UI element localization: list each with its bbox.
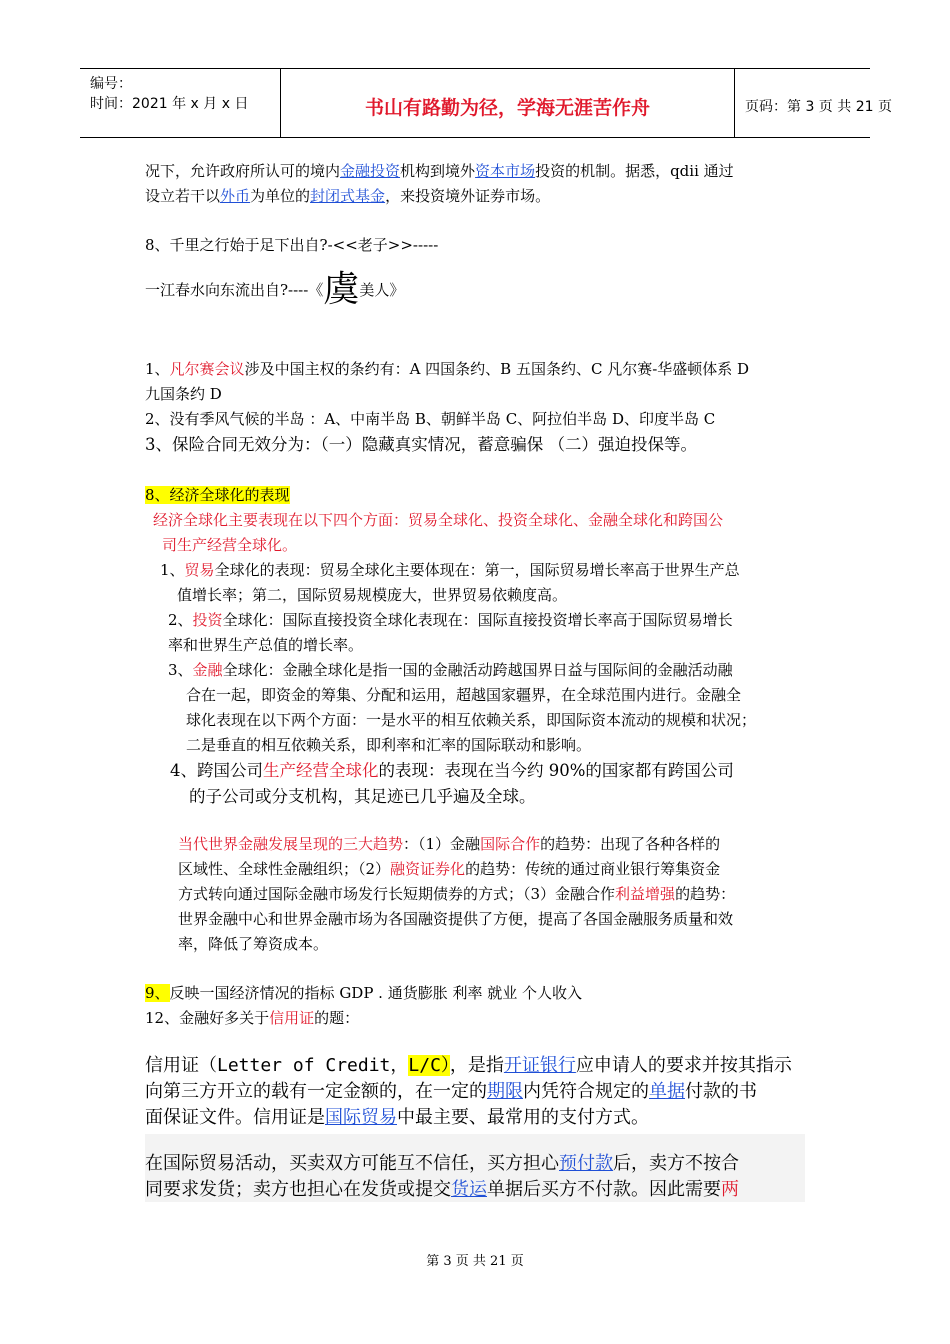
link-international-trade[interactable]: 国际贸易 <box>325 1107 397 1128</box>
code-label: 编号： <box>90 76 132 92</box>
text: 为单位的 <box>250 187 311 205</box>
trends-line-2 <box>178 857 720 881</box>
highlighted-number: 9、 <box>145 984 170 1002</box>
highlighted-title: 8、经济全球化的表现 <box>145 486 290 504</box>
globalization-intro-2: 司生产经营全球化。 <box>162 536 298 554</box>
link-capital-market[interactable]: 资本市场 <box>475 162 536 180</box>
trends-line-4: 世界金融中心和世界金融市场为各国融资提供了方便，提高了各国金融服务质量和效 <box>178 910 734 928</box>
link-term[interactable]: 期限 <box>487 1081 523 1102</box>
red-term: 利益增强 <box>615 885 676 903</box>
point-2-line-2: 率和世界生产总值的增长率。 <box>168 636 364 654</box>
red-term: 凡尔赛会议 <box>169 360 245 378</box>
lc-line-3 <box>145 1105 649 1131</box>
lc-line-5 <box>145 1177 739 1203</box>
page-footer: 第 3 页 共 21 页 <box>426 1254 524 1269</box>
lc-line-4 <box>145 1151 739 1177</box>
text: 方式转向通过国际金融市场发行长短期债券的方式；（3）金融合作 <box>178 885 616 903</box>
text: 信用证（ <box>145 1055 217 1076</box>
qdii-line-2 <box>145 184 550 208</box>
text: 的趋势： <box>675 885 736 903</box>
red-term: 生产经营全球化 <box>263 761 379 780</box>
link-documents[interactable]: 单据 <box>649 1081 685 1102</box>
section-title <box>145 483 290 507</box>
point-2 <box>168 608 733 632</box>
text: 全球化：国际直接投资全球化表现在：国际直接投资增长率高于国际贸易增长 <box>222 611 733 629</box>
link-closed-end-fund[interactable]: 封闭式基金 <box>310 187 386 205</box>
header-page-cell <box>735 69 892 137</box>
point-1 <box>160 558 740 582</box>
date-label: 时间：2021 年 x 月 x 日 <box>90 96 249 112</box>
link-shipping[interactable]: 货运 <box>451 1179 487 1200</box>
globalization-intro-1: 经济全球化主要表现在以下四个方面：贸易全球化、投资全球化、金融全球化和跨国公 <box>153 511 724 529</box>
lc-line-2 <box>145 1079 757 1105</box>
header-info-cell <box>80 69 281 137</box>
point-3-line-3: 球化表现在以下两个方面：一是水平的相互依赖关系，即国际资本流动的规模和状况； <box>186 711 757 729</box>
text: 后，卖方不按合 <box>613 1153 739 1174</box>
text: 涉及中国主权的条约有：A 四国条约、B 五国条约、C 凡尔赛-华盛顿体系 D <box>244 360 750 378</box>
large-character: 虞 <box>323 269 360 310</box>
text: 的表现：表现在当今约 90%的国家都有跨国公司 <box>378 761 734 780</box>
text: 向第三方开立的载有一定金额的，在一定的 <box>145 1081 487 1102</box>
red-term: 金融 <box>192 661 223 679</box>
link-foreign-currency[interactable]: 外币 <box>220 187 251 205</box>
item-1-line-2: 九国条约 D <box>145 385 222 403</box>
text: 的趋势：传统的通过商业银行筹集资金 <box>465 860 721 878</box>
text: 美人》 <box>359 281 405 299</box>
header-motto: 书山有路勤为径，学海无涯苦作舟 <box>364 97 650 119</box>
text: 1、 <box>145 360 170 378</box>
text: 全球化的表现：贸易全球化主要体现在：第一，国际贸易增长率高于世界生产总 <box>214 561 740 579</box>
link-prepayment[interactable]: 预付款 <box>559 1153 613 1174</box>
qdii-line-1 <box>145 159 734 183</box>
text: 的趋势：出现了各种各样的 <box>540 835 721 853</box>
quiz8-question-1: 8、千里之行始于足下出自?-<<老子>>----- <box>145 236 439 254</box>
header-motto-cell <box>281 69 735 137</box>
text: 面保证文件。信用证是 <box>145 1107 325 1128</box>
text: 2、 <box>168 611 193 629</box>
red-term: 信用证 <box>269 1009 315 1027</box>
question-9 <box>145 981 582 1005</box>
text: ，来投资境外证券市场。 <box>385 187 551 205</box>
point-1-line-2: 值增长率；第二，国际贸易规模庞大，世界贸易依赖度高。 <box>177 586 568 604</box>
point-3 <box>168 658 733 682</box>
text: 反映一国经济情况的指标 GDP . 通货膨胀 利率 就业 个人收入 <box>169 984 583 1002</box>
text: 一江春水向东流出自?----《 <box>145 281 324 299</box>
text: 区域性、全球性金融组织；（2） <box>178 860 391 878</box>
text: 设立若干以 <box>145 187 221 205</box>
red-term: 贸易 <box>184 561 215 579</box>
text: 在国际贸易活动，买卖双方可能互不信任，买方担心 <box>145 1153 559 1174</box>
header-page-number: 页码：第 3 页 共 21 页 <box>745 99 892 115</box>
red-term: 两 <box>721 1179 739 1200</box>
question-12 <box>145 1006 359 1030</box>
trends-line-1 <box>178 832 720 856</box>
text: ，是指 <box>449 1055 504 1076</box>
text: 付款的书 <box>685 1081 757 1102</box>
point-3-line-4: 二是垂直的相互依赖关系，即利率和汇率的国际联动和影响。 <box>186 736 592 754</box>
text: 投资的机制。据悉，qdii 通过 <box>535 162 734 180</box>
page-header <box>80 68 892 138</box>
text: ：（1）金融 <box>403 835 481 853</box>
text: 应申请人的要求并按其指示 <box>575 1055 792 1076</box>
point-3-line-2: 合在一起，即资金的筹集、分配和运用，超越国家疆界，在全球范围内进行。金融全 <box>186 686 742 704</box>
point-4 <box>170 758 734 784</box>
text: Letter of Credit， <box>217 1055 409 1076</box>
item-3: 3、保险合同无效分为：（一）隐藏真实情况，蓄意骗保 （二）强迫投保等。 <box>145 435 697 454</box>
red-term: 当代世界金融发展呈现的三大趋势 <box>178 835 404 853</box>
item-2: 2、没有季风气候的半岛 ：A、中南半岛 B、朝鲜半岛 C、阿拉伯半岛 D、印度半岛 C <box>145 410 716 428</box>
text: 12、金融好多关于 <box>145 1009 270 1027</box>
text: 1、 <box>160 561 185 579</box>
trends-line-3 <box>178 882 735 906</box>
highlighted-abbreviation: L/C） <box>408 1055 450 1076</box>
text: 3、 <box>168 661 193 679</box>
link-financial-investment[interactable]: 金融投资 <box>340 162 401 180</box>
text: 况下，允许政府所认可的境内 <box>145 162 341 180</box>
text: 机构到境外 <box>400 162 476 180</box>
text: 内凭符合规定的 <box>523 1081 649 1102</box>
quiz8-question-2 <box>145 269 405 310</box>
text: 的题： <box>314 1009 360 1027</box>
text: 同要求发货；卖方也担心在发货或提交 <box>145 1179 451 1200</box>
lc-line-1 <box>145 1053 792 1079</box>
trends-line-5: 率，降低了筹资成本。 <box>178 935 329 953</box>
text: 中最主要、最常用的支付方式。 <box>397 1107 649 1128</box>
red-term: 投资 <box>192 611 223 629</box>
text: 单据后买方不付款。因此需要 <box>487 1179 721 1200</box>
point-4-line-2: 的子公司或分支机构，其足迹已几乎遍及全球。 <box>189 787 536 806</box>
red-term: 融资证券化 <box>390 860 466 878</box>
text: 全球化：金融全球化是指一国的金融活动跨越国界日益与国际间的金融活动融 <box>222 661 733 679</box>
item-1 <box>145 357 749 381</box>
text: 4、跨国公司 <box>170 761 263 780</box>
link-issuing-bank[interactable]: 开证银行 <box>503 1055 576 1076</box>
red-term: 国际合作 <box>480 835 541 853</box>
